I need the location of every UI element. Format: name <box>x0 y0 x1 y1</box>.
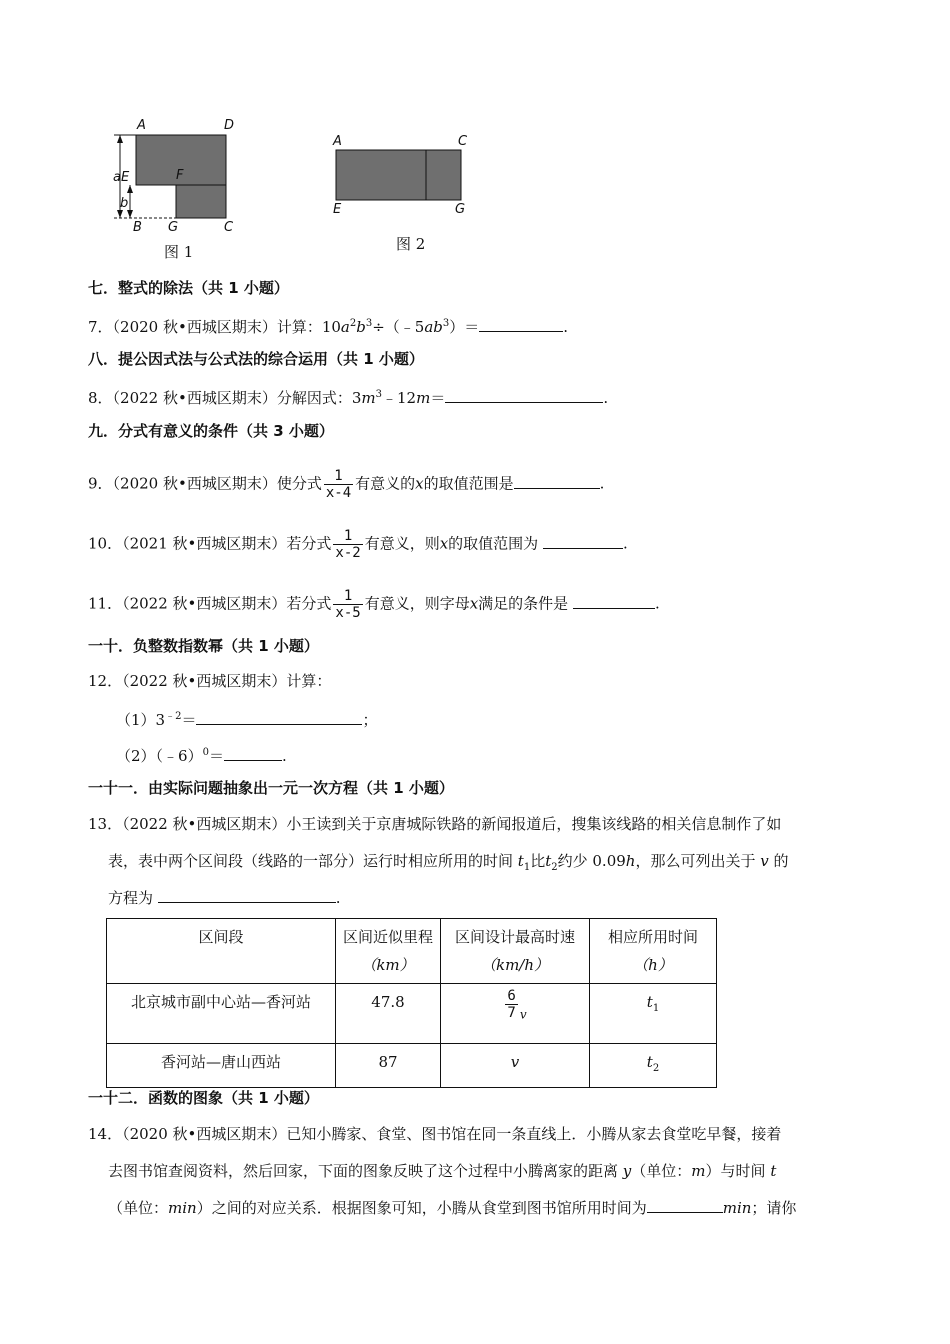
question-13-line-1: 13．（2022 秋•西城区期末）小王读到关于京唐城际铁路的新闻报道后，搜集该线路的相关信息制作了如 <box>88 815 782 833</box>
railway-table <box>106 918 717 1088</box>
fraction <box>324 468 353 501</box>
q13-line2e: 的 <box>773 852 789 870</box>
q12-p1-label: （1）3 <box>116 711 166 729</box>
question-14-line-3 <box>108 1198 796 1218</box>
q12-p1-exponent: ﹣2 <box>165 711 182 722</box>
fraction: $\frac{6}{7}$ <box>507 988 516 1021</box>
table-cell: 47.8 <box>336 984 441 1044</box>
arrow-up-icon <box>117 135 123 143</box>
fig2-label-a: A <box>333 134 342 149</box>
table-header: 区间近似里程 （km） <box>336 919 441 984</box>
q8-tail: . <box>603 389 609 407</box>
fig1-label-g: G <box>168 220 179 235</box>
question-14-line-1: 14．（2020 秋•西城区期末）已知小腾家、食堂、图书馆在同一条直线上．小腾从家去食堂吃早餐，接着 <box>88 1125 782 1143</box>
section-title-9: 九．分式有意义的条件（共 3 小题） <box>88 422 334 440</box>
q10-mid: 有意义，则 <box>364 534 440 553</box>
table-header: 区间段 <box>107 919 336 984</box>
section-title-8: 八．提公因式法与公式法的综合运用（共 1 小题） <box>88 350 424 368</box>
arrow-up-icon <box>127 185 133 193</box>
fig1-label-b-dim: b <box>120 196 129 211</box>
q9-x: x <box>415 474 424 493</box>
q12-p2-label: （2）（﹣6） <box>116 747 203 765</box>
q14-t: t <box>770 1162 777 1180</box>
table-cell: v <box>441 1044 590 1088</box>
section-title-10: 一十．负整数指数幂（共 1 小题） <box>88 637 319 655</box>
q8-end: ＝ <box>430 389 446 407</box>
fraction-denominator: x-4 <box>325 485 352 501</box>
rectangle-aceg <box>336 150 461 200</box>
q13-line2b: 比 <box>530 852 546 870</box>
fig1-label-d: D <box>224 118 235 133</box>
rectangle-fgc <box>176 185 226 218</box>
table-cell: 香河站—唐山西站 <box>107 1044 336 1088</box>
table-cell: $t_2$ <box>590 1044 717 1088</box>
q12-p2-exponent: 0 <box>202 747 209 758</box>
q14-line2a: 去图书馆查阅资料，然后回家，下面的图象反映了这个过程中小腾离家的距离 <box>108 1162 619 1180</box>
q11-tail: . <box>654 594 660 613</box>
q14-line3a: （单位： <box>108 1199 169 1217</box>
answer-blank[interactable] <box>543 534 623 549</box>
question-8: 8．（2022 秋•西城区期末）分解因式：$3m^3﹣12m=$ . <box>88 389 609 407</box>
fraction <box>333 588 362 621</box>
q13-t1: t <box>517 852 524 870</box>
q9-end: 的取值范围是 <box>423 474 514 493</box>
fig1-label-b: B <box>133 220 142 235</box>
fig2-label-e: E <box>333 202 342 217</box>
arrow-down-icon <box>117 210 123 218</box>
q7-end: ）＝ <box>449 318 480 336</box>
answer-blank[interactable] <box>479 317 563 332</box>
figure-2 <box>330 140 470 210</box>
table-row <box>107 984 717 1044</box>
q8-m: m <box>361 389 376 407</box>
q12-p2-tail: . <box>281 747 287 765</box>
fig2-caption: 图 2 <box>396 235 426 253</box>
table-cell: $\frac{6}{7}$ $_v$ <box>441 984 590 1044</box>
q12-p2-end: ＝ <box>208 747 224 765</box>
question-7: 7．（2020 秋•西城区期末）计算：$10a^2b^3\div(﹣5ab^3)=$ . <box>88 318 569 336</box>
q14-line3c: ；请你 <box>751 1199 797 1217</box>
q10-tail: . <box>622 534 628 553</box>
table-cell: 87 <box>336 1044 441 1088</box>
fraction <box>333 528 362 561</box>
fraction-numerator: 1 <box>343 528 353 544</box>
q13-tail: . <box>335 889 341 907</box>
q14-y: y <box>622 1162 632 1180</box>
q7-prefix: 7．（2020 秋•西城区期末）计算：10 <box>88 318 341 336</box>
fraction-denominator: x-2 <box>335 545 361 561</box>
q8-prefix: 8．（2022 秋•西城区期末）分解因式：3 <box>88 389 362 407</box>
q12-p1-end: ＝ <box>181 711 197 729</box>
section-title-11: 一十一．由实际问题抽象出一元一次方程（共 1 小题） <box>88 779 454 797</box>
fig1-label-ae: aE <box>113 170 130 185</box>
fig1-label-c: C <box>224 220 234 235</box>
q8-m2: m <box>416 389 431 407</box>
q14-line2c: ）与时间 <box>705 1162 766 1180</box>
q10-x: x <box>439 534 449 553</box>
q7-tail: . <box>563 318 569 336</box>
fig1-label-a: A <box>137 118 146 133</box>
answer-blank[interactable] <box>158 888 336 903</box>
fraction-numerator: 1 <box>343 588 353 604</box>
q10-end: 的取值范围为 <box>448 534 539 553</box>
q9-prefix: 9．（2020 秋•西城区期末）使分式 <box>88 474 322 493</box>
q7-ab: ab <box>424 318 443 336</box>
q14-min: min <box>168 1199 197 1217</box>
q13-line3: 方程为 <box>108 889 154 907</box>
question-11 <box>88 588 660 621</box>
fraction-denominator: x-5 <box>335 605 361 621</box>
q11-prefix: 11．（2022 秋•西城区期末）若分式 <box>88 594 332 613</box>
table-cell: 北京城市副中心站—香河站 <box>107 984 336 1044</box>
q11-x: x <box>469 594 479 613</box>
question-12-part-2 <box>116 743 287 766</box>
q9-tail: . <box>599 474 605 493</box>
q14-line3b: ）之间的对应关系．根据图象可知，小腾从食堂到图书馆所用时间为 <box>196 1199 647 1217</box>
fig1-label-f: F <box>176 168 184 183</box>
q7-mid: ÷（﹣5 <box>372 318 425 336</box>
q12-p1-tail: ； <box>362 711 378 729</box>
table-cell: $t_1$ <box>590 984 717 1044</box>
fig1-caption: 图 1 <box>164 243 194 261</box>
q7-b: b <box>356 318 366 336</box>
question-13-line-2: 表，表中两个区间段（线路的一部分）运行时相应所用的时间 $t_1$比$t_2$约少 0.09h，那么可列出关于 v 的 <box>108 852 789 873</box>
q13-h: h <box>625 852 636 870</box>
table-header: 区间设计最高时速 （km/h） <box>441 919 590 984</box>
arrow-down-icon <box>127 210 133 218</box>
q14-min2: min <box>722 1199 752 1217</box>
answer-blank[interactable] <box>514 474 600 489</box>
question-13-line-3 <box>108 888 341 908</box>
q13-t2: t <box>545 852 552 870</box>
answer-blank[interactable] <box>647 1198 723 1213</box>
q13-v: v <box>760 852 769 870</box>
question-9 <box>88 468 604 501</box>
table-header: 相应所用时间 （h） <box>590 919 717 984</box>
table-header-row <box>107 919 717 984</box>
question-12-part-1 <box>116 707 378 730</box>
answer-blank[interactable] <box>196 710 362 725</box>
q14-line2b: （单位： <box>631 1162 692 1180</box>
section-title-7: 七．整式的除法（共 1 小题） <box>88 279 289 297</box>
q13-line2d: ，那么可列出关于 <box>635 852 756 870</box>
question-10 <box>88 528 628 561</box>
q9-mid: 有意义的 <box>355 474 416 493</box>
q13-line2a: 表，表中两个区间段（线路的一部分）运行时相应所用的时间 <box>108 852 514 870</box>
q8-mid: ﹣12 <box>382 389 417 407</box>
fig2-label-g: G <box>455 202 466 217</box>
q7-a: a <box>340 318 350 336</box>
table-row <box>107 1044 717 1088</box>
answer-blank[interactable] <box>573 594 655 609</box>
q13-line2c: 约少 0.09 <box>557 852 626 870</box>
answer-blank[interactable] <box>445 388 603 403</box>
answer-blank[interactable] <box>224 746 282 761</box>
section-title-12: 一十二．函数的图象（共 1 小题） <box>88 1089 319 1107</box>
q14-m: m <box>691 1162 706 1180</box>
q11-end: 满足的条件是 <box>478 594 569 613</box>
question-14-line-2 <box>108 1161 776 1181</box>
fraction-numerator: 1 <box>334 468 343 484</box>
q11-mid: 有意义，则字母 <box>364 594 470 613</box>
q10-prefix: 10．（2021 秋•西城区期末）若分式 <box>88 534 332 553</box>
fig2-label-c: C <box>458 134 468 149</box>
figure-1 <box>100 110 270 260</box>
question-12: 12．（2022 秋•西城区期末）计算： <box>88 672 332 690</box>
